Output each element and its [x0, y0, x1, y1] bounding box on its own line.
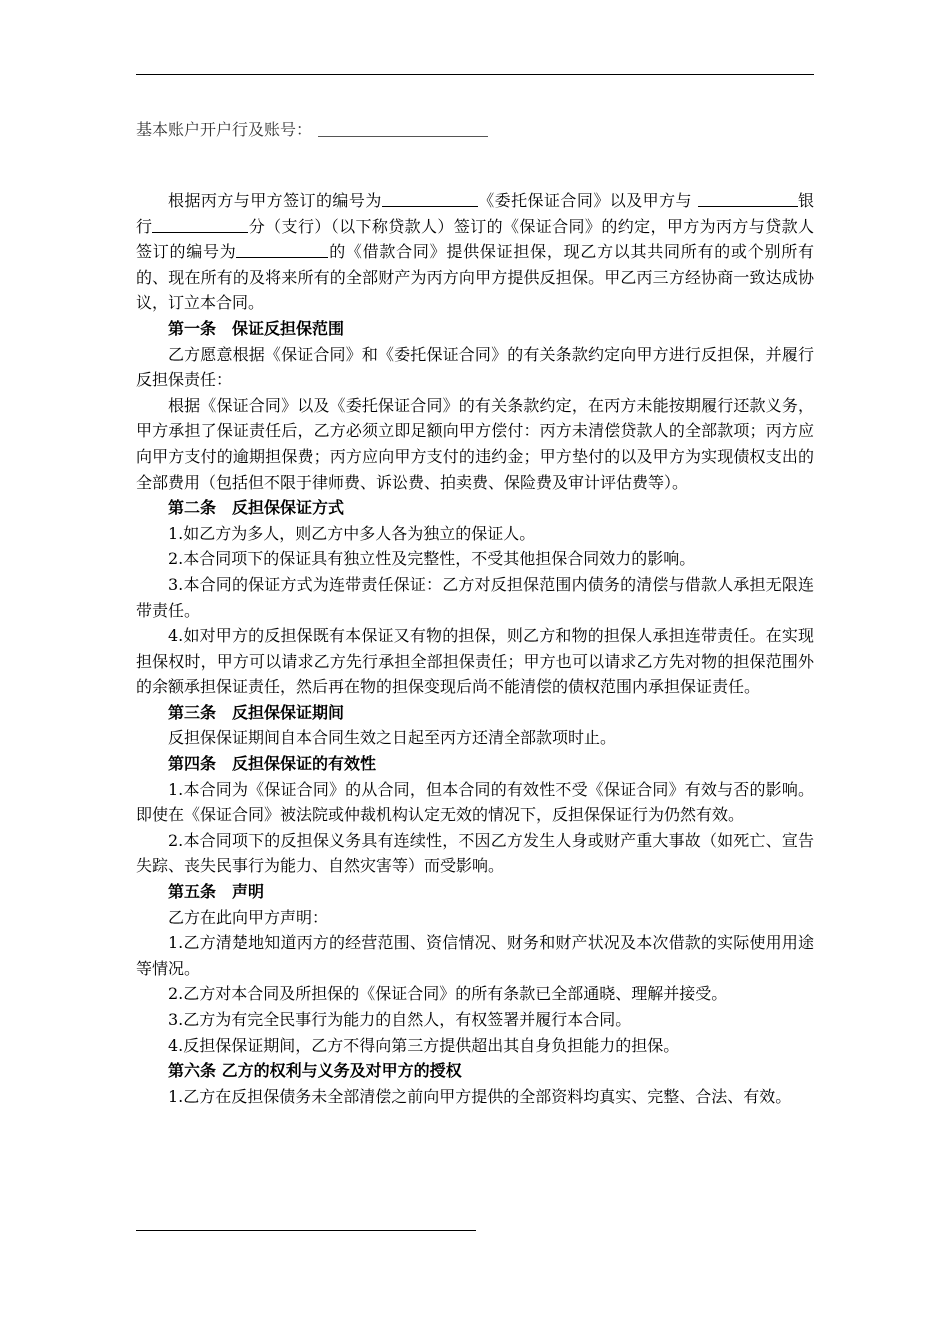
clause-paragraph: 4.如对甲方的反担保既有本保证又有物的担保，则乙方和物的担保人承担连带责任。在实现担保权时，甲方可以请求乙方先行承担全部担保责任；甲方也可以请求乙方先对物的担保范围外的余额承担保证责任，然后再在物的担保变现后尚不能清偿的债权范围内承担保证责任。	[136, 626, 814, 697]
preamble-text-5: 的《借款合同》提供保证担保，现乙方以其共同所有的或个别所有的、现在所有的及将来所有的全部财产为丙方向甲方提供反担保。甲乙丙三方经协商一致达成协议，订立本合同。	[136, 242, 814, 313]
preamble-text-3: 银行	[136, 191, 814, 236]
blank-branch	[152, 218, 248, 233]
clause-paragraph: 1.如乙方为多人，则乙方中多人各为独立的保证人。	[168, 523, 536, 543]
clause-paragraph: 2.乙方对本合同及所担保的《保证合同》的所有条款已全部通晓、理解并接受。	[168, 984, 728, 1004]
header-rule	[136, 74, 814, 75]
clause-heading: 第四条 反担保保证的有效性	[168, 754, 377, 774]
account-blank	[318, 120, 488, 137]
clause-paragraph: 1.乙方清楚地知道丙方的经营范围、资信情况、财务和财产状况及本次借款的实际使用用途等情况。	[136, 933, 814, 978]
clause-paragraph: 乙方愿意根据《保证合同》和《委托保证合同》的有关条款约定向甲方进行反担保，并履行反担保责任：	[136, 344, 814, 390]
preamble-text-1: 根据丙方与甲方签订的编号为	[168, 191, 382, 210]
footer-rule	[136, 1230, 476, 1231]
blank-contract-number	[382, 192, 478, 207]
clause-paragraph: 2.本合同项下的反担保义务具有连续性，不因乙方发生人身或财产重大事故（如死亡、宣告失踪、丧失民事行为能力、自然灾害等）而受影响。	[136, 830, 814, 876]
clause-heading: 第三条 反担保保证期间	[168, 702, 345, 722]
clause-heading: 第五条 声明	[168, 882, 265, 902]
clause-paragraph: 4.反担保保证期间，乙方不得向第三方提供超出其自身负担能力的担保。	[168, 1035, 680, 1055]
blank-party	[698, 192, 710, 207]
contract-body	[136, 188, 814, 1109]
blank-loan-number	[236, 243, 328, 258]
clause-heading: 第六条 乙方的权利与义务及对甲方的授权	[168, 1061, 462, 1081]
clause-paragraph: 乙方在此向甲方声明：	[168, 907, 329, 927]
clause-paragraph: 3.乙方为有完全民事行为能力的自然人，有权签署并履行本合同。	[168, 1010, 632, 1029]
clause-heading: 第一条 保证反担保范围	[168, 318, 345, 338]
clause-paragraph: 2.本合同项下的保证具有独立性及完整性，不受其他担保合同效力的影响。	[168, 549, 696, 569]
preamble-text-2: 《委托保证合同》以及甲方与	[477, 191, 692, 210]
blank-party-cont	[710, 192, 798, 207]
preamble-text-4: 分（支行）（以下称贷款人）签订的《保证合同》的约定，甲方为丙方与贷款人签订的编号为	[136, 216, 814, 262]
preamble-paragraph	[136, 188, 814, 316]
clauses	[136, 316, 814, 1109]
account-line	[136, 118, 488, 142]
clause-paragraph: 3.本合同的保证方式为连带责任保证：乙方对反担保范围内债务的清偿与借款人承担无限连带责任。	[136, 574, 814, 620]
clause-paragraph: 根据《保证合同》以及《委托保证合同》的有关条款约定，在丙方未能按期履行还款义务，甲方承担了保证责任后，乙方必须立即足额向甲方偿付：丙方未清偿贷款人的全部款项；丙方应向甲方支付的逾期担保费；丙方应向甲方支付的违约金；甲方垫付的以及甲方为实现债权支出的全部费用（包括但不限于律师费、诉讼费、拍卖费、保险费及审计评估费等）。	[136, 395, 814, 492]
clause-paragraph: 1.乙方在反担保债务未全部清偿之前向甲方提供的全部资料均真实、完整、合法、有效。	[168, 1086, 792, 1106]
clause-heading: 第二条 反担保保证方式	[168, 498, 345, 518]
account-label: 基本账户开户行及账号：	[136, 120, 313, 139]
clause-paragraph: 1.本合同为《保证合同》的从合同，但本合同的有效性不受《保证合同》有效与否的影响。即使在《保证合同》被法院或仲裁机构认定无效的情况下，反担保保证行为仍然有效。	[136, 779, 814, 825]
clause-paragraph: 反担保保证期间自本合同生效之日起至丙方还清全部款项时止。	[168, 728, 617, 748]
